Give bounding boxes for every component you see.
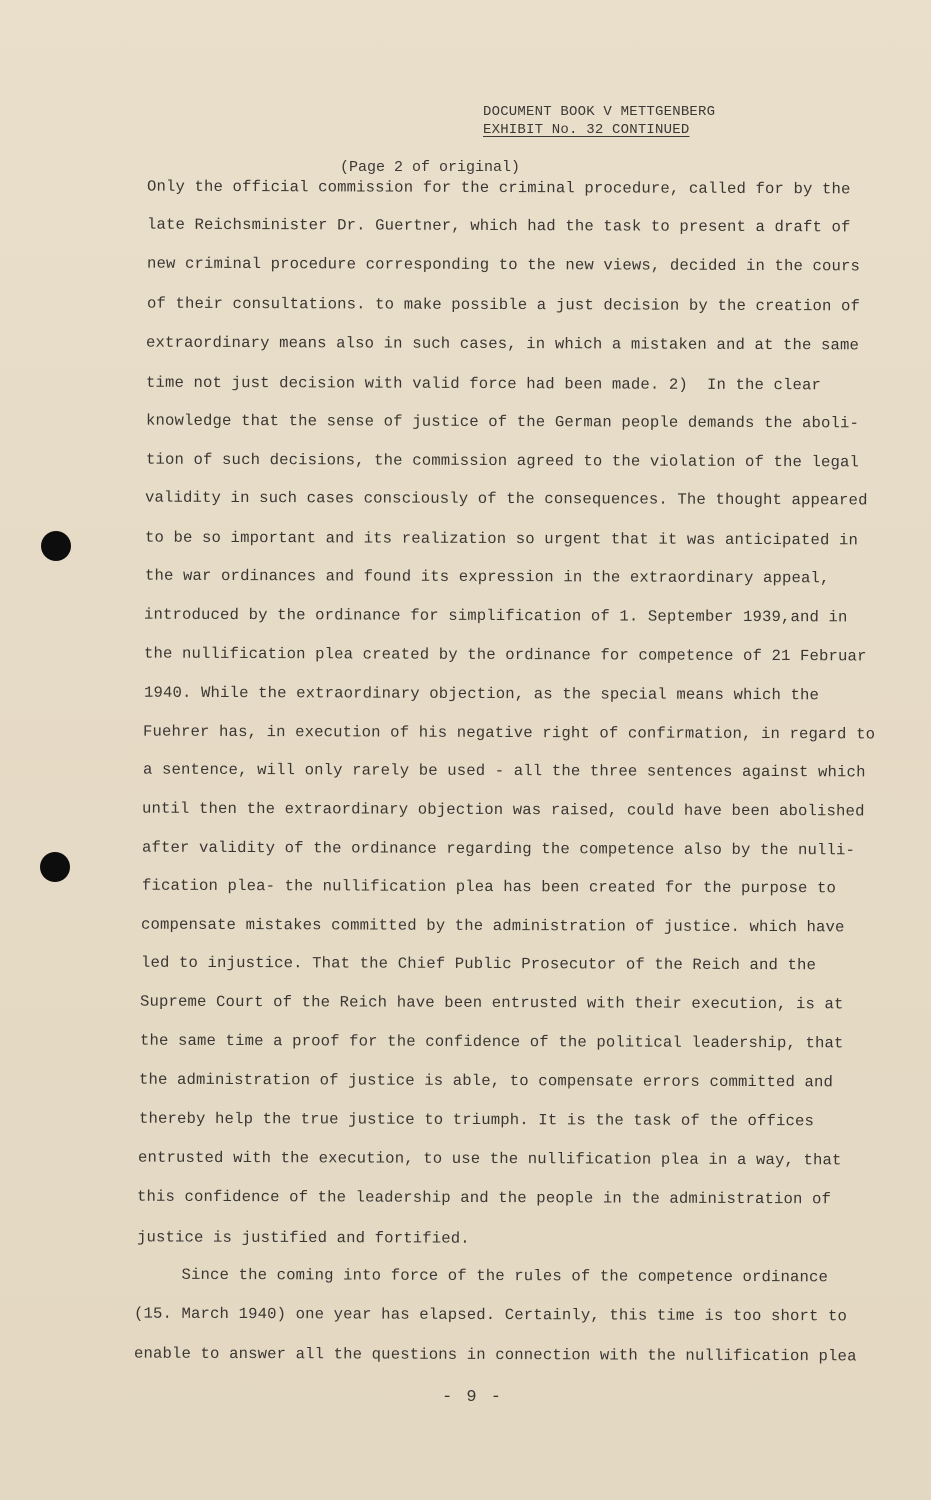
body-line: late Reichsminister Dr. Guertner, which had the task to present a draft of bbox=[146, 215, 851, 237]
body-line: this confidence of the leadership and the people in the administration of bbox=[136, 1187, 832, 1209]
body-line: until then the extraordinary objection was raised, could have been abolished bbox=[141, 799, 865, 821]
body-line: introduced by the ordinance for simplification of 1. September 1939,and in bbox=[143, 605, 848, 627]
body-line: led to injustice. That the Chief Public Prosecutor of the Reich and the bbox=[140, 953, 817, 975]
body-line: thereby help the true justice to triumph. It is the task of the offices bbox=[138, 1109, 815, 1131]
body-line: new criminal procedure corresponding to the new views, decided in the cours bbox=[146, 254, 861, 276]
body-line: 1940. While the extraordinary objection, as the special means which the bbox=[143, 683, 820, 705]
body-line: the same time a proof for the confidence of the political leadership, that bbox=[139, 1031, 844, 1053]
body-line: the administration of justice is able, to compensate errors committed and bbox=[138, 1070, 834, 1092]
body-line: the nullification plea created by the ordinance for competence of 21 Februar bbox=[143, 644, 867, 666]
body-line: knowledge that the sense of justice of the German people demands the aboli- bbox=[145, 411, 860, 433]
body-line: Since the coming into force of the rules of the competence ordinance bbox=[133, 1265, 829, 1287]
body-line: enable to answer all the questions in connection with the nullification plea bbox=[133, 1344, 857, 1366]
body-line: (15. March 1940) one year has elapsed. Certainly, this time is too short to bbox=[133, 1304, 848, 1326]
punch-hole-bottom bbox=[40, 852, 70, 882]
body-line: a sentence, will only rarely be used - all the three sentences against which bbox=[142, 760, 866, 782]
header-exhibit: EXHIBIT No. 32 CONTINUED bbox=[483, 122, 690, 138]
body-line: of their consultations. to make possible a just decision by the creation of bbox=[146, 294, 861, 316]
document-header bbox=[483, 103, 715, 139]
body-line: validity in such cases consciously of the consequences. The thought appeared bbox=[144, 488, 868, 510]
body-line: justice is justified and fortified. bbox=[136, 1228, 470, 1248]
punch-hole-top bbox=[41, 531, 71, 561]
body-line: entrusted with the execution, to use the nullification plea in a way, that bbox=[137, 1148, 842, 1170]
body-line: Only the official commission for the criminal procedure, called for by the bbox=[146, 177, 851, 199]
body-line: the war ordinances and found its expression in the extraordinary appeal, bbox=[144, 566, 830, 588]
body-line: compensate mistakes committed by the administration of justice. which have bbox=[140, 915, 845, 937]
body-line: extraordinary means also in such cases, in which a mistaken and at the same bbox=[145, 333, 860, 355]
body-line: Supreme Court of the Reich have been entrusted with their execution, is at bbox=[139, 992, 844, 1014]
body-line: tion of such decisions, the commission agreed to the violation of the legal bbox=[145, 450, 860, 472]
page-number: - 9 - bbox=[442, 1388, 504, 1407]
body-line: fication plea- the nullification plea has been created for the purpose to bbox=[141, 876, 837, 898]
body-line: time not just decision with valid force had been made. 2) In the clear bbox=[145, 373, 822, 395]
page-reference: (Page 2 of original) bbox=[340, 159, 521, 176]
body-line: to be so important and its realization so urgent that it was anticipated in bbox=[144, 528, 859, 550]
header-document-book: DOCUMENT BOOK V METTGENBERG bbox=[483, 104, 716, 120]
body-line: Fuehrer has, in execution of his negative right of confirmation, in regard to bbox=[142, 722, 876, 744]
body-line: after validity of the ordinance regarding the competence also by the nulli- bbox=[141, 838, 856, 860]
